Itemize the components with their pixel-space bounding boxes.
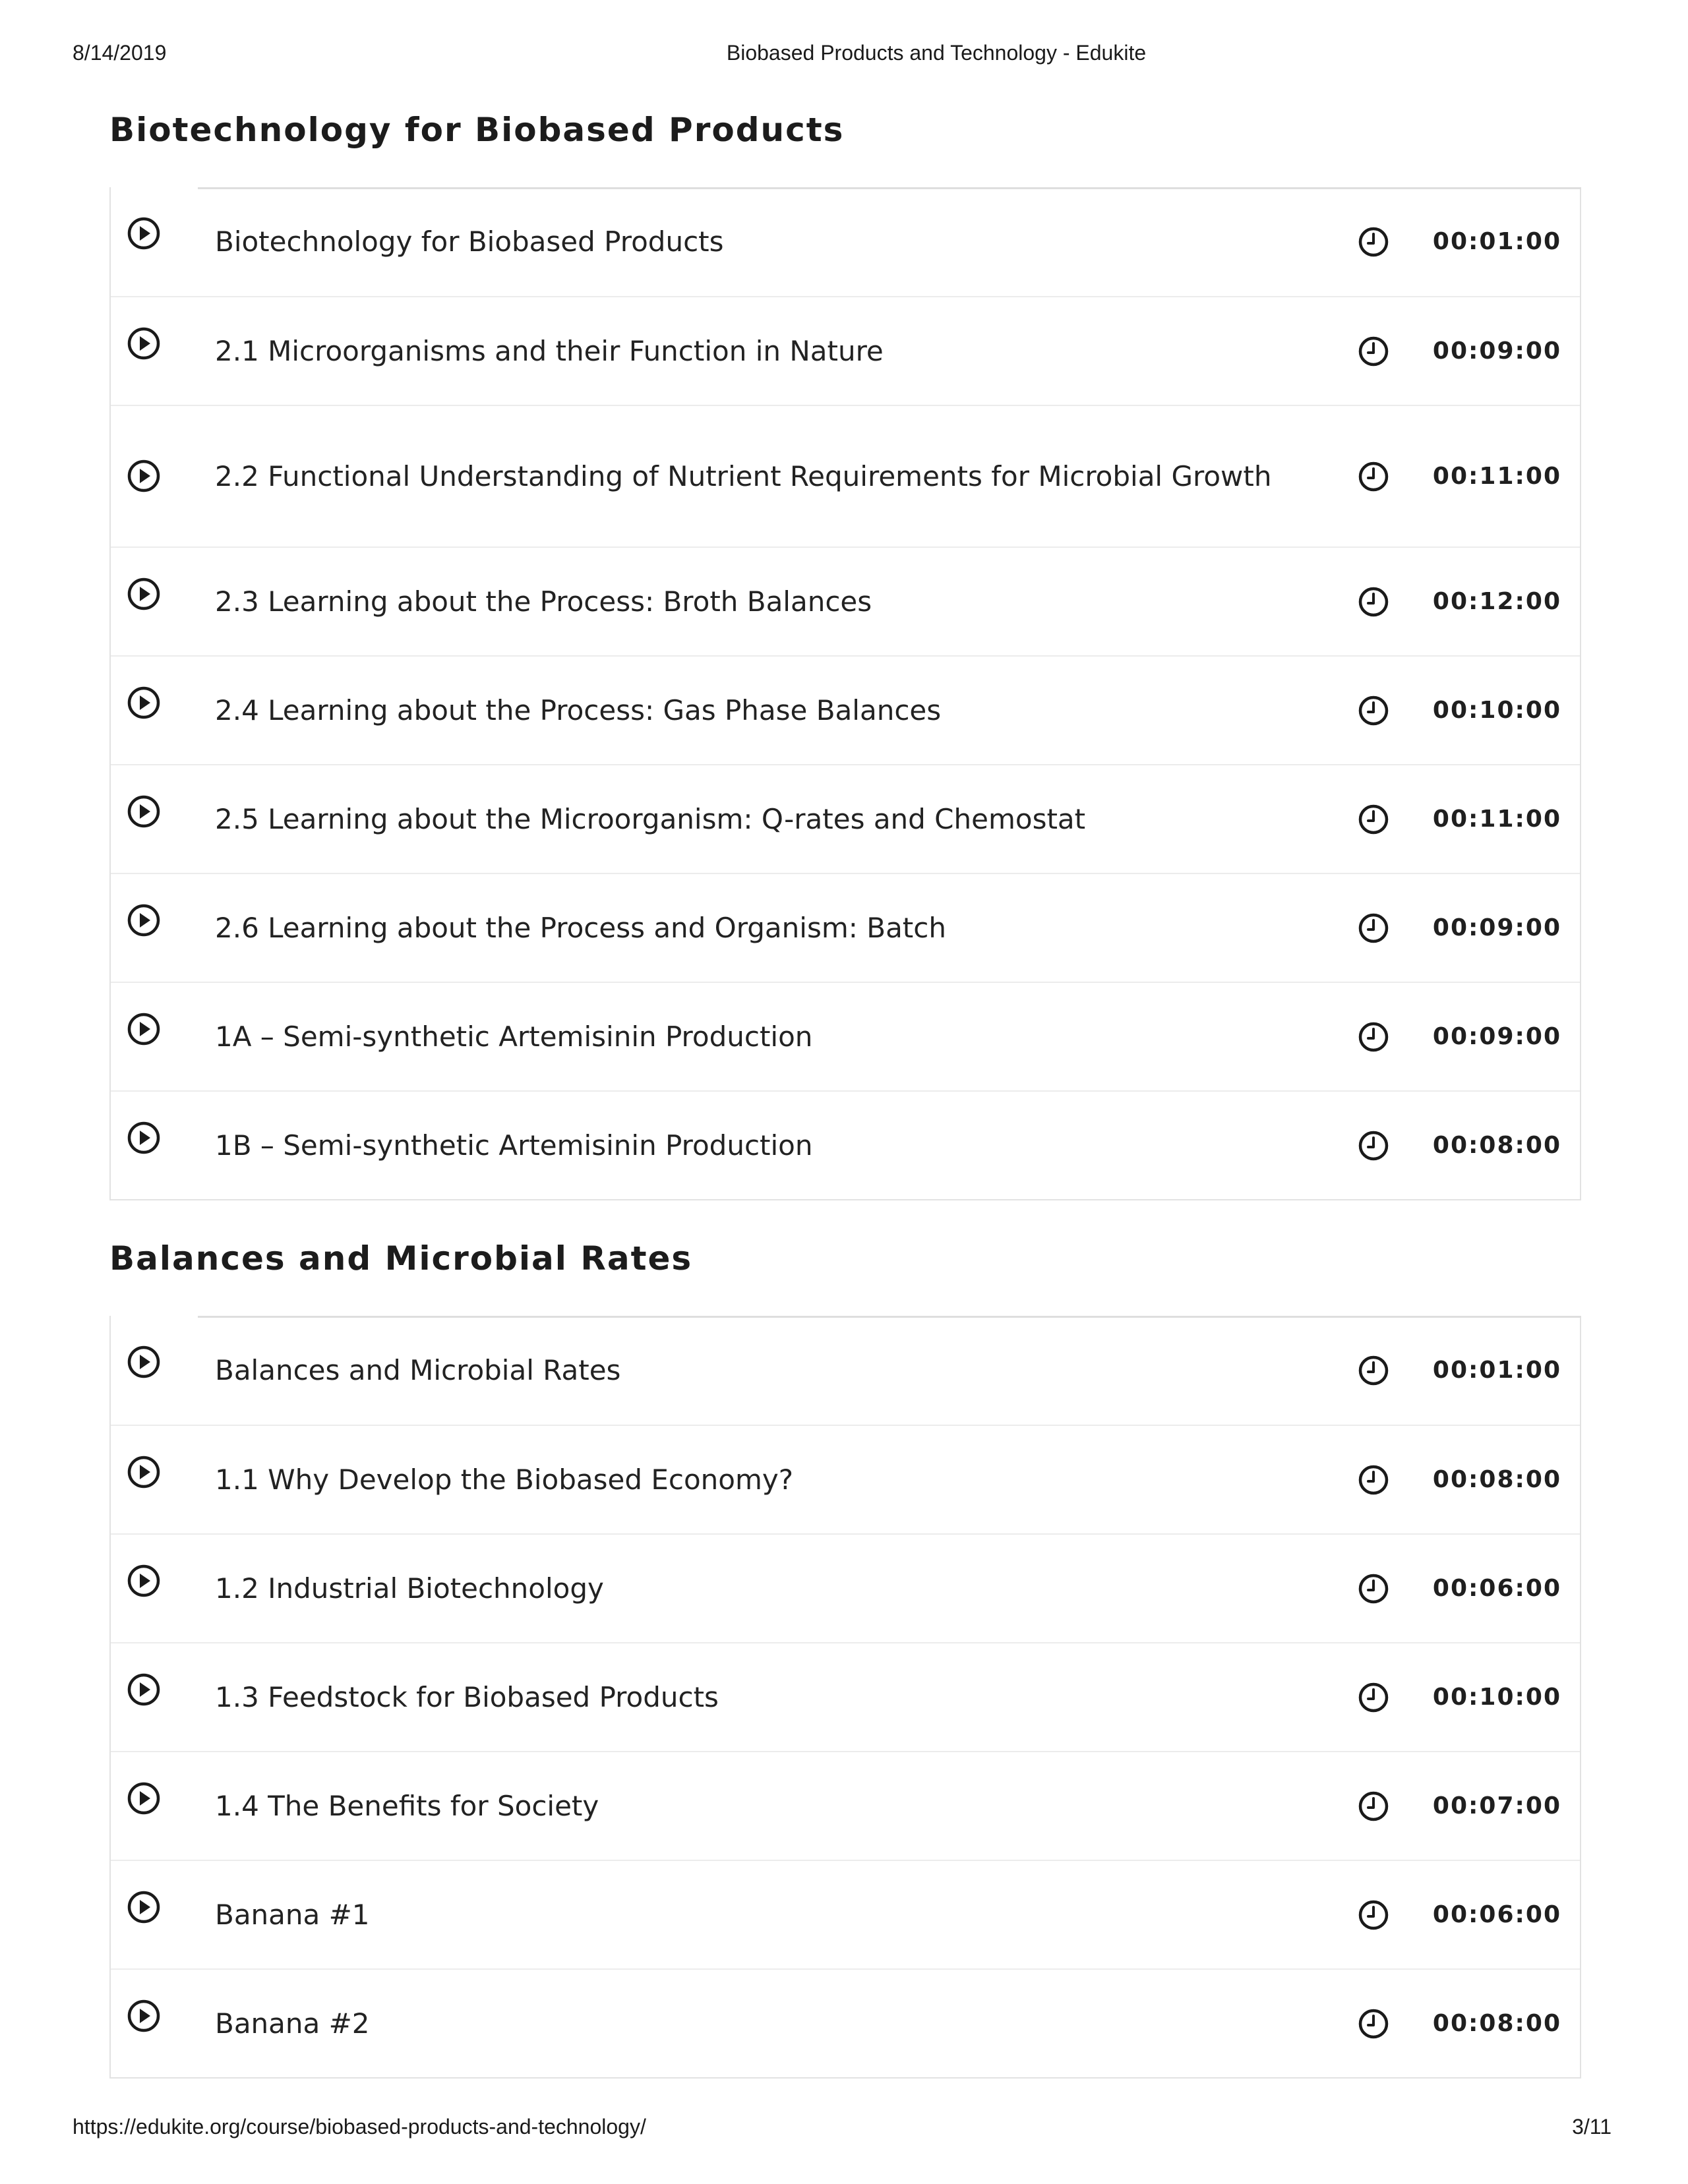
clock-icon (1357, 1572, 1390, 1605)
lesson-list (109, 187, 1581, 1200)
lesson-row[interactable] (111, 1533, 1580, 1642)
lesson-title[interactable]: 1.1 Why Develop the Biobased Economy? (215, 1463, 794, 1496)
lesson-row[interactable] (111, 1860, 1580, 1968)
page-url[interactable]: https://edukite.org/course/biobased-products-and-technology/ (73, 2115, 646, 2139)
lesson-title[interactable]: 1A – Semi-synthetic Artemisinin Production (215, 1020, 813, 1053)
clock-icon (1357, 225, 1390, 258)
lesson-duration: 00:11:00 (1432, 463, 1561, 490)
clock-icon (1357, 585, 1390, 618)
lesson-title[interactable]: 2.3 Learning about the Process: Broth Balances (215, 585, 872, 618)
lesson-title[interactable]: Banana #2 (215, 2007, 370, 2040)
clock-icon (1357, 1129, 1390, 1162)
lesson-duration: 00:12:00 (1432, 588, 1561, 615)
lesson-row[interactable] (111, 982, 1580, 1090)
lesson-row[interactable] (111, 1425, 1580, 1533)
clock-icon (1357, 1899, 1390, 1932)
lesson-title[interactable]: Balances and Microbial Rates (215, 1353, 621, 1386)
lesson-title[interactable]: 1B – Semi-synthetic Artemisinin Production (215, 1129, 813, 1162)
lesson-row[interactable] (111, 764, 1580, 873)
lesson-row[interactable] (111, 655, 1580, 764)
print-date: 8/14/2019 (73, 41, 167, 65)
lesson-title[interactable]: 2.5 Learning about the Microorganism: Q-rates and Chemostat (215, 802, 1086, 835)
lesson-duration: 00:08:00 (1432, 1132, 1561, 1159)
lesson-row[interactable] (111, 546, 1580, 655)
lesson-duration: 00:01:00 (1432, 228, 1561, 255)
lesson-row[interactable] (111, 187, 1580, 296)
lesson-title[interactable]: 1.4 The Benefits for Society (215, 1789, 599, 1822)
clock-icon (1357, 1020, 1390, 1053)
clock-icon (1357, 460, 1390, 493)
lesson-title[interactable]: 2.6 Learning about the Process and Organism: Batch (215, 911, 946, 944)
clock-icon (1357, 1681, 1390, 1714)
lesson-list (109, 1316, 1581, 2079)
play-circle-icon[interactable] (127, 903, 161, 937)
lesson-row[interactable] (111, 1968, 1580, 2077)
play-circle-icon[interactable] (127, 216, 161, 251)
play-circle-icon[interactable] (127, 326, 161, 361)
lesson-duration: 00:09:00 (1432, 1023, 1561, 1050)
lesson-title[interactable]: 1.3 Feedstock for Biobased Products (215, 1680, 719, 1713)
clock-icon (1357, 1790, 1390, 1823)
clock-icon (1357, 803, 1390, 836)
play-circle-icon[interactable] (127, 1672, 161, 1707)
play-circle-icon[interactable] (127, 1564, 161, 1598)
lesson-row[interactable] (111, 1751, 1580, 1860)
lesson-duration: 00:10:00 (1432, 697, 1561, 724)
play-circle-icon[interactable] (127, 1455, 161, 1489)
page-number: 3/11 (1572, 2115, 1612, 2139)
play-circle-icon[interactable] (127, 1345, 161, 1379)
print-header (0, 41, 1688, 67)
lesson-row[interactable] (111, 296, 1580, 405)
lesson-title[interactable]: Banana #1 (215, 1898, 370, 1931)
clock-icon (1357, 912, 1390, 945)
lesson-duration: 00:10:00 (1432, 1684, 1561, 1711)
clock-icon (1357, 1354, 1390, 1387)
clock-icon (1357, 1463, 1390, 1496)
print-page-title: Biobased Products and Technology - Edukite (726, 41, 1147, 65)
lesson-title[interactable]: 2.1 Microorganisms and their Function in Nature (215, 334, 884, 367)
play-circle-icon[interactable] (127, 459, 161, 493)
lesson-title[interactable]: 2.4 Learning about the Process: Gas Phase Balances (215, 694, 942, 726)
clock-icon (1357, 694, 1390, 727)
play-circle-icon[interactable] (127, 1121, 161, 1155)
play-circle-icon[interactable] (127, 1781, 161, 1815)
print-footer (0, 2115, 1688, 2141)
lesson-row[interactable] (111, 1090, 1580, 1199)
lesson-row[interactable] (111, 1316, 1580, 1425)
section-title: Biotechnology for Biobased Products (109, 111, 845, 149)
lesson-duration: 00:11:00 (1432, 806, 1561, 833)
play-circle-icon[interactable] (127, 686, 161, 720)
clock-icon (1357, 2007, 1390, 2040)
lesson-duration: 00:08:00 (1432, 1466, 1561, 1493)
clock-icon (1357, 335, 1390, 368)
lesson-duration: 00:06:00 (1432, 1901, 1561, 1928)
play-circle-icon[interactable] (127, 1999, 161, 2033)
lesson-title[interactable]: 2.2 Functional Understanding of Nutrient Requirements for Microbial Growth (215, 459, 1272, 492)
play-circle-icon[interactable] (127, 577, 161, 611)
lesson-title[interactable]: 1.2 Industrial Biotechnology (215, 1572, 604, 1605)
lesson-duration: 00:01:00 (1432, 1357, 1561, 1384)
play-circle-icon[interactable] (127, 1012, 161, 1046)
lesson-duration: 00:08:00 (1432, 2010, 1561, 2037)
lesson-title[interactable]: Biotechnology for Biobased Products (215, 225, 724, 258)
play-circle-icon[interactable] (127, 1890, 161, 1924)
lesson-duration: 00:09:00 (1432, 914, 1561, 941)
lesson-row[interactable] (111, 405, 1580, 546)
lesson-duration: 00:06:00 (1432, 1575, 1561, 1602)
play-circle-icon[interactable] (127, 794, 161, 829)
lesson-row[interactable] (111, 873, 1580, 982)
lesson-duration: 00:07:00 (1432, 1792, 1561, 1819)
lesson-duration: 00:09:00 (1432, 338, 1561, 365)
section-title: Balances and Microbial Rates (109, 1239, 693, 1278)
lesson-row[interactable] (111, 1642, 1580, 1751)
